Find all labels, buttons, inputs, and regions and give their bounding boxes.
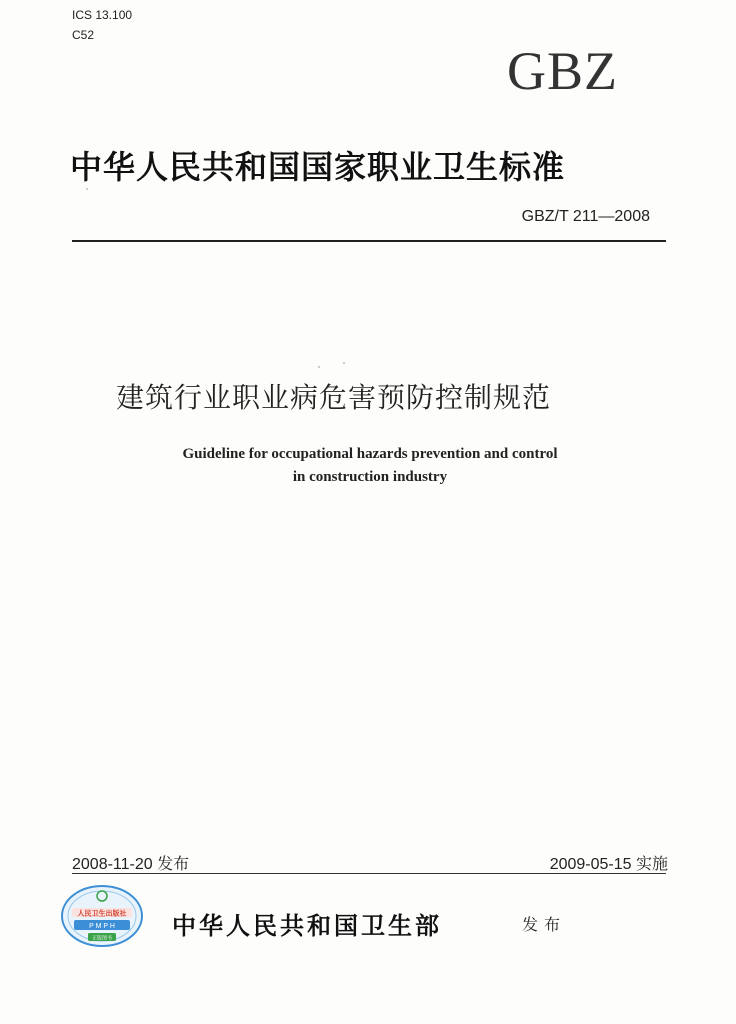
scan-speck xyxy=(343,362,345,364)
issue-date: 2008-11-20 发布 xyxy=(72,856,190,873)
scan-speck xyxy=(318,366,320,368)
standard-brand: GBZ xyxy=(507,41,618,101)
standard-number: GBZ/T 211—2008 xyxy=(521,208,650,225)
svg-text:正版图书: 正版图书 xyxy=(91,935,113,942)
svg-text:P M P H: P M P H xyxy=(89,923,115,930)
footer-divider xyxy=(72,873,666,874)
standard-category-title: 中华人民共和国国家职业卫生标准 xyxy=(70,148,566,186)
scan-speck xyxy=(86,188,88,190)
title-english-line-1: Guideline for occupational hazards prevention and control xyxy=(182,446,558,462)
implementation-date: 2009-05-15 实施 xyxy=(549,856,668,873)
svg-text:人民卫生出版社: 人民卫生出版社 xyxy=(77,909,127,918)
issuing-verb: 发布 xyxy=(522,915,567,934)
classification-code: C52 xyxy=(72,28,95,42)
issuing-authority: 中华人民共和国卫生部 xyxy=(172,911,442,940)
title-english-line-2: in construction industry xyxy=(292,469,448,485)
header-divider xyxy=(72,240,666,242)
ics-code: ICS 13.100 xyxy=(72,8,133,22)
document-title-english xyxy=(100,443,640,489)
document-title-chinese: 建筑行业职业病危害预防控制规范 xyxy=(116,381,552,414)
publisher-seal-icon xyxy=(60,884,144,948)
